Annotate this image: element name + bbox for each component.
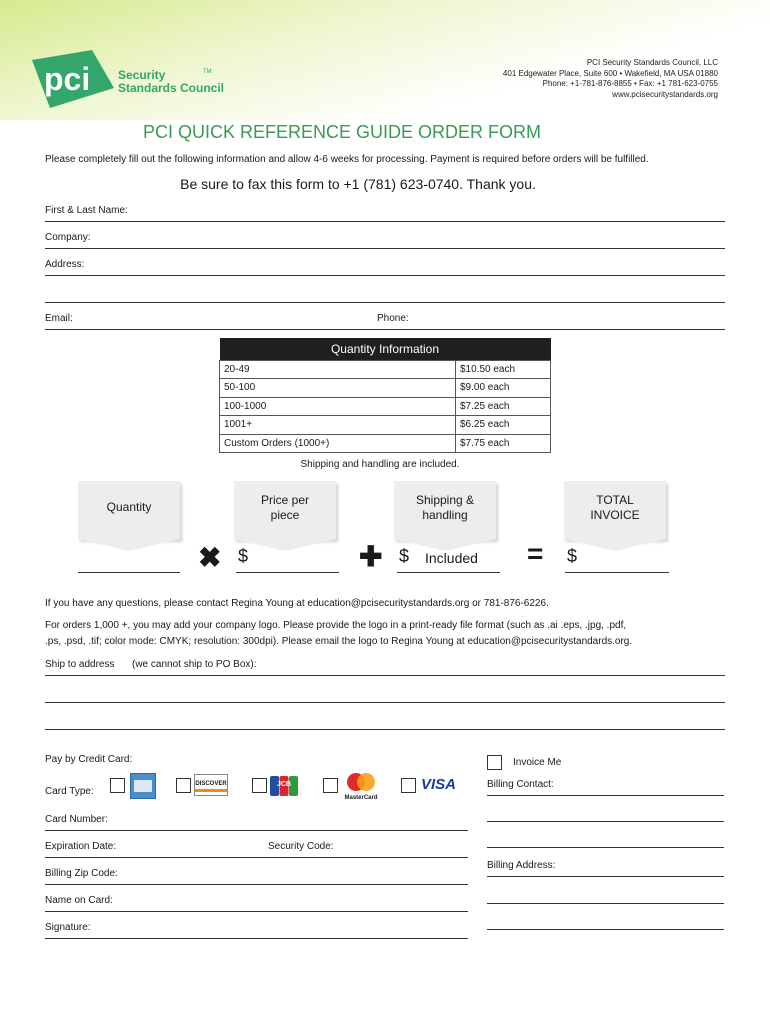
price-input-line[interactable] [236,572,339,573]
trademark: TM [203,69,212,75]
logo-note-line1: For orders 1,000 +, you may add your company logo. Please provide the logo in a print-ready file format (such as .ai .eps, .jpg, .pdf, [45,620,627,631]
expiration-label: Expiration Date: [45,841,117,852]
questions-text: If you have any questions, please contact Regina Young at education@pcisecuritystandards.org or 781-876-6226. [45,598,549,609]
signature-line[interactable] [45,938,468,939]
price-box-line2: piece [270,508,300,522]
table-row [220,397,551,416]
price-cell: $7.75 each [456,434,551,453]
org-name: PCI Security Standards Council, LLC [586,58,718,67]
billing-contact-line-2[interactable] [487,821,724,822]
pay-by-card-label: Pay by Credit Card: [45,754,133,765]
ship-to-label: Ship to address [45,659,115,670]
name-label: First & Last Name: [45,205,128,216]
company-label: Company: [45,232,91,243]
ship-to-line-2[interactable] [45,702,725,703]
quantity-table-header: Quantity Information [220,338,551,360]
address-field-line-1[interactable] [45,275,725,276]
amex-checkbox[interactable] [110,778,125,793]
discover-card-icon [194,774,228,796]
dollar-sign: $ [399,546,410,566]
shipping-box-line1: Shipping & [415,493,475,507]
quantity-input-line[interactable] [78,572,180,573]
discover-checkbox[interactable] [176,778,191,793]
total-input-line[interactable] [565,572,669,573]
contact-block [503,58,718,100]
total-box-line1: TOTAL [596,493,634,507]
logo-line1: Security [118,68,166,82]
mastercard-text: MasterCard [344,795,378,801]
range-cell: 1001+ [220,416,456,435]
quantity-table [219,338,551,453]
logo-line2: Standards Council [118,81,225,95]
jcb-text: JCB [276,781,291,788]
dollar-sign: $ [567,546,578,566]
jcb-card-icon [270,776,298,796]
table-row [220,416,551,435]
plus-icon: ✚ [359,541,383,572]
price-cell: $6.25 each [456,416,551,435]
times-icon: ✖ [198,542,222,573]
address-label: Address: [45,259,85,270]
name-on-card-line[interactable] [45,911,468,912]
ship-to-line-1[interactable] [45,675,725,676]
billing-zip-label: Billing Zip Code: [45,868,118,879]
name-field-line[interactable] [45,221,725,222]
billing-address-line-2[interactable] [487,903,724,904]
phone-label: Phone: [377,313,409,324]
amex-card-icon [130,773,156,799]
ship-to-line-3[interactable] [45,729,725,730]
price-cell: $9.00 each [456,379,551,398]
pci-logo-mark-icon [32,50,122,110]
billing-contact-line-1[interactable] [487,795,724,796]
card-number-label: Card Number: [45,814,108,825]
email-phone-field-line[interactable] [45,329,725,330]
org-phone-fax: Phone: +1-781-876-8855 • Fax: +1 781-623-0755 [542,79,718,88]
shipping-box [394,481,496,539]
price-cell: $7.25 each [456,397,551,416]
dollar-sign: $ [238,546,249,566]
discover-text: DISCOVER [195,781,227,787]
price-box [234,481,336,539]
range-cell: 20-49 [220,360,456,379]
jcb-checkbox[interactable] [252,778,267,793]
billing-zip-line[interactable] [45,884,468,885]
company-field-line[interactable] [45,248,725,249]
logo-note-line2: .ps, .psd, .tif; color mode: CMYK; resolution: 300dpi). Please email the logo to Regina Young at education@pcisecuritystandards.org. [45,636,633,647]
security-code-label: Security Code: [268,841,334,852]
visa-checkbox[interactable] [401,778,416,793]
table-row [220,434,551,453]
card-type-label: Card Type: [45,786,94,797]
mastercard-checkbox[interactable] [323,778,338,793]
shipping-line [397,572,500,573]
card-number-line[interactable] [45,830,468,831]
intro-text: Please completely fill out the following information and allow 4-6 weeks for processing. Payment is required before orders will be fulfilled. [45,154,649,165]
invoice-me-label: Invoice Me [513,757,562,768]
price-box-line1: Price per [260,493,310,507]
equals-icon: = [527,538,544,569]
range-cell: Custom Orders (1000+) [220,434,456,453]
logo-mark-text: pci [44,61,91,97]
table-row [220,379,551,398]
shipping-note: Shipping and handling are included. [300,459,460,470]
address-field-line-2[interactable] [45,302,725,303]
org-website: www.pcisecuritystandards.org [612,89,718,99]
email-label: Email: [45,313,73,324]
range-cell: 50-100 [220,379,456,398]
mastercard-card-icon [341,772,381,802]
billing-address-line-3[interactable] [487,929,724,930]
price-cell: $10.50 each [456,360,551,379]
included-text: Included [425,550,478,566]
total-box-line2: INVOICE [590,508,640,522]
signature-label: Signature: [45,922,91,933]
range-cell: 100-1000 [220,397,456,416]
quantity-box [78,481,180,539]
billing-contact-line-3[interactable] [487,847,724,848]
ship-to-note: (we cannot ship to PO Box): [132,659,257,670]
billing-address-label: Billing Address: [487,860,556,871]
invoice-me-checkbox[interactable] [487,755,502,770]
pci-logo [32,50,122,113]
quantity-box-label: Quantity [106,500,152,514]
visa-card-icon: VISA [421,776,457,793]
billing-address-line-1[interactable] [487,876,724,877]
org-address: 401 Edgewater Place, Suite 600 • Wakefield, MA USA 01880 [502,68,718,78]
name-on-card-label: Name on Card: [45,895,113,906]
billing-contact-label: Billing Contact: [487,779,554,790]
expiration-security-line[interactable] [45,857,468,858]
total-box [564,481,666,539]
page-title: PCI QUICK REFERENCE GUIDE ORDER FORM [142,122,542,142]
shipping-box-line2: handling [422,508,468,522]
table-row [220,360,551,379]
fax-note: Be sure to fax this form to +1 (781) 623-0740. Thank you. [180,176,536,192]
